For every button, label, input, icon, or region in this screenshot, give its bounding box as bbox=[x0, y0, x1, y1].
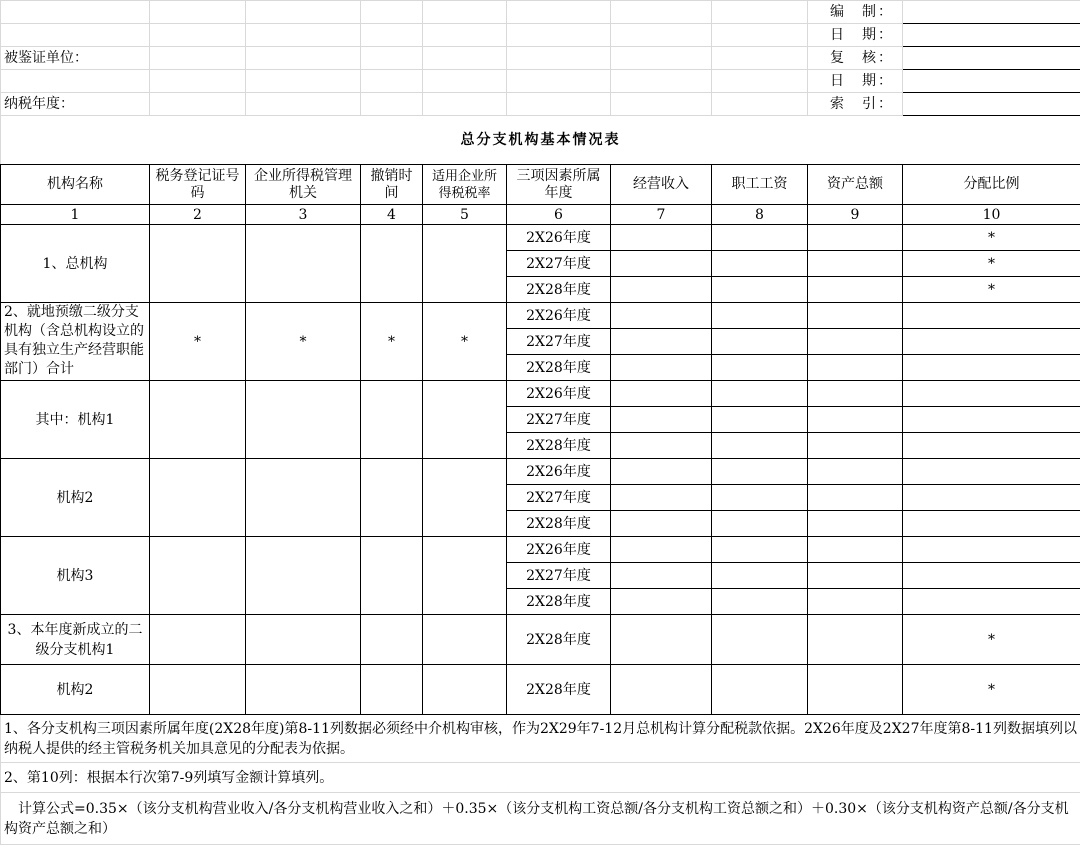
star-cell: * bbox=[150, 303, 246, 381]
col-number: 3 bbox=[246, 205, 361, 225]
row-label-sub2: 机构2 bbox=[1, 459, 150, 537]
row-label-hq: 1、总机构 bbox=[1, 225, 150, 303]
star-cell: * bbox=[903, 251, 1080, 277]
year-cell: 2X27年度 bbox=[507, 563, 611, 589]
table-title: 总分支机构基本情况表 bbox=[1, 116, 1080, 165]
year-cell: 2X26年度 bbox=[507, 225, 611, 251]
note-1: 1、各分支机构三项因素所属年度(2X28年度)第8-11列数据必须经中介机构审核，作为2X29年7-12月总机构计算分配税款依据。2X26年度及2X27年度第8-11列数据填列以纳税人提供的经主管税务机关加具意见的分配表为依据。 bbox=[1, 715, 1080, 763]
row-label-sub3: 机构3 bbox=[1, 537, 150, 615]
year-cell: 2X28年度 bbox=[507, 433, 611, 459]
col-number: 2 bbox=[150, 205, 246, 225]
date-field-1[interactable] bbox=[903, 24, 1080, 47]
col-header-tax-rate: 适用企业所得税税率 bbox=[423, 165, 507, 205]
prepared-by-field[interactable] bbox=[903, 1, 1080, 24]
col-header-revenue: 经营收入 bbox=[611, 165, 712, 205]
year-cell: 2X27年度 bbox=[507, 329, 611, 355]
col-header-tax-id: 税务登记证号码 bbox=[150, 165, 246, 205]
col-number: 5 bbox=[423, 205, 507, 225]
star-cell: * bbox=[423, 303, 507, 381]
star-cell: * bbox=[903, 665, 1080, 715]
note-2: 2、第10列：根据本行次第7-9列填写金额计算填列。 bbox=[1, 763, 1080, 793]
star-cell: * bbox=[903, 225, 1080, 251]
year-cell: 2X26年度 bbox=[507, 381, 611, 407]
row-label-local: 2、就地预缴二级分支机构（含总机构设立的具有独立生产经营职能部门）合计 bbox=[1, 303, 150, 381]
col-header-wages: 职工工资 bbox=[712, 165, 808, 205]
year-cell: 2X26年度 bbox=[507, 303, 611, 329]
star-cell: * bbox=[903, 277, 1080, 303]
col-number: 7 bbox=[611, 205, 712, 225]
year-cell: 2X28年度 bbox=[507, 355, 611, 381]
prepared-by-label: 编 制： bbox=[808, 1, 903, 24]
year-cell: 2X28年度 bbox=[507, 511, 611, 537]
col-header-cancel-time: 撤销时间 bbox=[361, 165, 423, 205]
col-header-ratio: 分配比例 bbox=[903, 165, 1080, 205]
year-cell: 2X28年度 bbox=[507, 277, 611, 303]
year-cell: 2X26年度 bbox=[507, 459, 611, 485]
row-label-new2: 机构2 bbox=[1, 665, 150, 715]
col-number: 4 bbox=[361, 205, 423, 225]
tax-year-label: 纳税年度： bbox=[1, 93, 150, 116]
year-cell: 2X27年度 bbox=[507, 251, 611, 277]
audited-unit-label: 被鉴证单位： bbox=[1, 47, 150, 70]
star-cell: * bbox=[903, 615, 1080, 665]
col-number: 9 bbox=[808, 205, 903, 225]
col-header-assets: 资产总额 bbox=[808, 165, 903, 205]
index-field[interactable] bbox=[903, 93, 1080, 116]
row-label-new1: 3、本年度新成立的二级分支机构1 bbox=[1, 615, 150, 665]
star-cell: * bbox=[246, 303, 361, 381]
year-cell: 2X28年度 bbox=[507, 615, 611, 665]
col-number: 8 bbox=[712, 205, 808, 225]
year-cell: 2X28年度 bbox=[507, 665, 611, 715]
col-header-name: 机构名称 bbox=[1, 165, 150, 205]
star-cell: * bbox=[361, 303, 423, 381]
index-label: 索 引： bbox=[808, 93, 903, 116]
date-label-2: 日 期： bbox=[808, 70, 903, 93]
col-number: 1 bbox=[1, 205, 150, 225]
year-cell: 2X26年度 bbox=[507, 537, 611, 563]
date-field-2[interactable] bbox=[903, 70, 1080, 93]
date-label-1: 日 期： bbox=[808, 24, 903, 47]
col-number: 10 bbox=[903, 205, 1080, 225]
col-header-tax-authority: 企业所得税管理机关 bbox=[246, 165, 361, 205]
year-cell: 2X27年度 bbox=[507, 485, 611, 511]
col-header-factor-year: 三项因素所属年度 bbox=[507, 165, 611, 205]
year-cell: 2X27年度 bbox=[507, 407, 611, 433]
row-label-sub1: 其中：机构1 bbox=[1, 381, 150, 459]
col-number: 6 bbox=[507, 205, 611, 225]
year-cell: 2X28年度 bbox=[507, 589, 611, 615]
reviewed-by-field[interactable] bbox=[903, 47, 1080, 70]
reviewed-by-label: 复 核： bbox=[808, 47, 903, 70]
note-3: 计算公式=0.35×（该分支机构营业收入/各分支机构营业收入之和）＋0.35×（该分支机构工资总额/各分支机构工资总额之和）＋0.30×（该分支机构资产总额/各分支机构资产总额之和） bbox=[1, 793, 1080, 845]
